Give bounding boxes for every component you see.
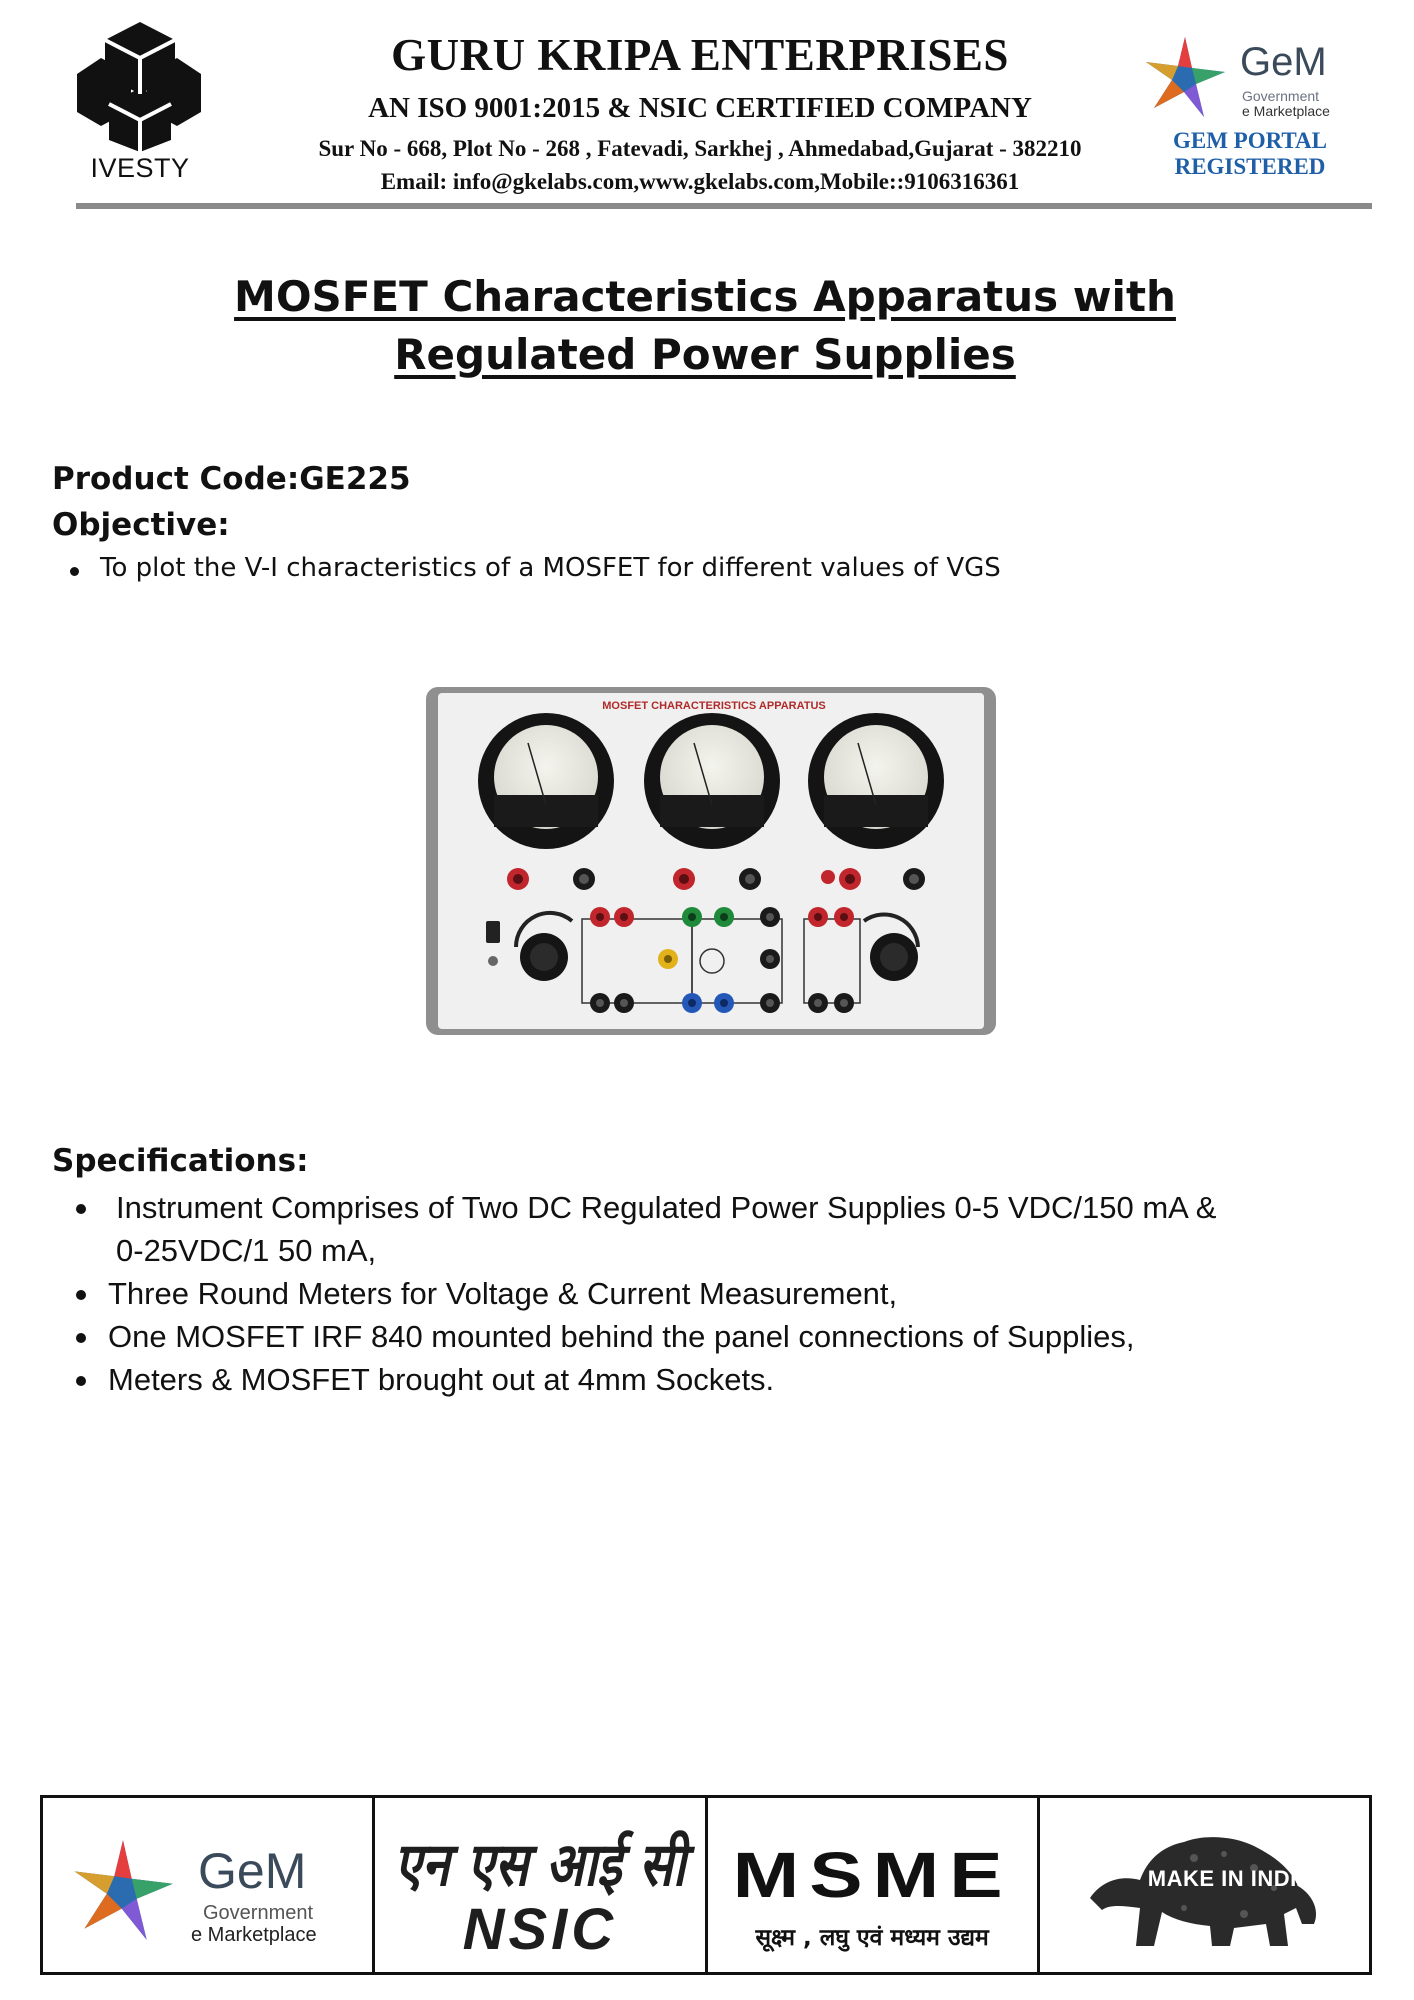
- make-in-india-text: MAKE IN INDIA: [1147, 1866, 1314, 1891]
- spec-item: One MOSFET IRF 840 mounted behind the panel connections of Supplies,: [74, 1315, 1354, 1358]
- contact-line: Email: info@gkelabs.com,www.gkelabs.com,Mobile::9106316361: [380, 169, 1020, 194]
- meter-right: [808, 713, 944, 849]
- footer-gem-wordmark: GeM: [198, 1843, 307, 1899]
- objective-heading: Objective:: [52, 507, 230, 543]
- page-title: [120, 268, 1290, 384]
- nsic-english-text: NSIC: [462, 1897, 618, 1962]
- msme-hindi-text: सूक्ष्म , लघु एवं मध्यम उद्यम: [755, 1925, 989, 1951]
- spec-item-line: 0-25VDC/1 50 mA,: [116, 1233, 377, 1268]
- company-name: GURU KRIPA ENTERPRISES: [391, 30, 1009, 80]
- msme-english-text: MSME: [732, 1839, 1013, 1911]
- spec-item-line: Instrument Comprises of Two DC Regulated Power Supplies 0-5 VDC/150 mA &: [116, 1190, 1217, 1225]
- product-code: Product Code:GE225: [52, 461, 411, 497]
- cube-logo-icon: [75, 18, 205, 153]
- nsic-hindi-text: एन एस आई सी: [394, 1829, 686, 1900]
- footer-nsic-logo: [375, 1798, 707, 1972]
- footer-logo-strip: [40, 1795, 1372, 1975]
- objective-item: To plot the V-I characteristics of a MOSFET for different values of VGS: [66, 553, 1001, 583]
- logo-brand-text: IVESTY: [90, 153, 190, 183]
- specifications-heading: Specifications:: [52, 1143, 309, 1179]
- footer-gem-marketplace: e Marketplace: [191, 1924, 317, 1946]
- gem-wordmark: GeM: [1240, 40, 1327, 84]
- address-line: Sur No - 668, Plot No - 268 , Fatevadi, Sarkhej , Ahmedabad,Gujarat - 382210: [318, 136, 1082, 161]
- meter-left: [478, 713, 614, 849]
- spec-item: Three Round Meters for Voltage & Current Measurement,: [74, 1272, 1354, 1315]
- apparatus-illustration: [424, 685, 998, 1037]
- gem-subtitle-marketplace: e Marketplace: [1242, 103, 1330, 119]
- gem-star-icon: [67, 1834, 179, 1946]
- footer-msme-logo: [708, 1798, 1040, 1972]
- company-logo: [70, 18, 210, 188]
- title-line-1: MOSFET Characteristics Apparatus with: [234, 272, 1176, 321]
- gem-subtitle-government: Government: [1242, 88, 1320, 104]
- spec-item: Meters & MOSFET brought out at 4mm Sockets.: [74, 1358, 1354, 1401]
- gem-portal-line2: REGISTERED: [1174, 154, 1326, 179]
- letterhead: [250, 26, 1150, 198]
- apparatus-photo: [424, 685, 998, 1037]
- footer-make-in-india-logo: [1040, 1798, 1369, 1972]
- gem-portal-line1: GEM PORTAL: [1172, 128, 1327, 153]
- spec-item: [74, 1186, 1354, 1272]
- specifications-list: [74, 1186, 1354, 1401]
- meter-center: [644, 713, 780, 849]
- panel-title: MOSFET CHARACTERISTICS APPARATUS: [602, 700, 826, 712]
- gem-registered-badge: [1130, 28, 1370, 188]
- objective-list: [66, 553, 1001, 583]
- header-divider: [76, 203, 1372, 209]
- footer-gem-government: Government: [203, 1902, 314, 1924]
- certification-line: AN ISO 9001:2015 & NSIC CERTIFIED COMPANY: [368, 92, 1032, 124]
- gem-portal-registered: [1130, 128, 1370, 180]
- gem-star-icon: [1140, 32, 1230, 122]
- footer-gem-logo: [43, 1798, 375, 1972]
- title-line-2: Regulated Power Supplies: [394, 330, 1016, 379]
